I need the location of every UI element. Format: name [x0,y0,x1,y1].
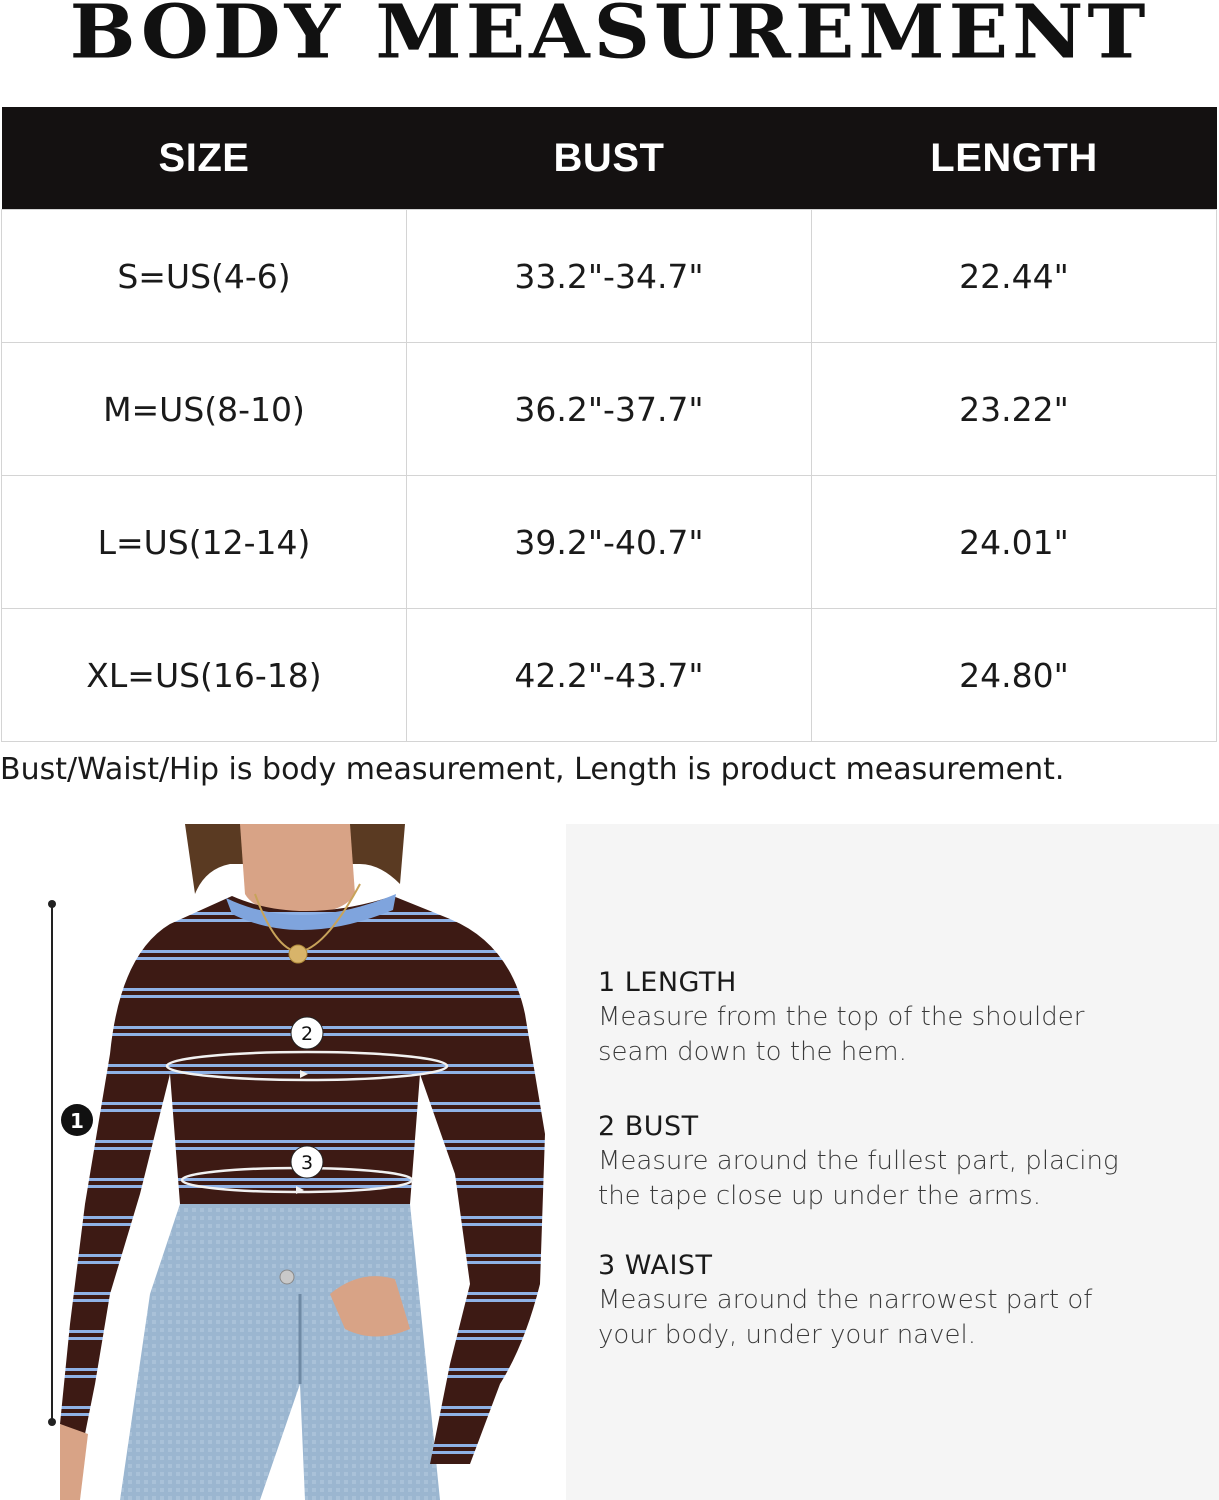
marker-1-label: 1 [70,1109,84,1133]
step-title: 2 BUST [598,1111,699,1142]
model-illustration [0,824,566,1500]
table-row [2,343,1217,476]
marker-2-label: 2 [300,1023,314,1045]
length-cell: 24.80" [812,609,1217,742]
header-bust: BUST [407,107,812,210]
table-row [2,210,1217,343]
bust-cell: 33.2"-34.7" [407,210,812,343]
table-header-row [2,107,1217,210]
bust-cell: 36.2"-37.7" [407,343,812,476]
page-title: BODY MEASUREMENT [69,0,1150,76]
size-cell: M=US(8-10) [2,343,407,476]
step-length [598,966,1198,1070]
step-desc-line: your body, under your navel. [598,1320,976,1350]
step-desc-line: Measure around the fullest part, placing [598,1146,1119,1176]
size-cell: XL=US(16-18) [2,609,407,742]
size-cell: L=US(12-14) [2,476,407,609]
bust-cell: 42.2"-43.7" [407,609,812,742]
length-cell: 24.01" [812,476,1217,609]
step-title: 1 LENGTH [598,967,737,998]
jeans-shape [120,1204,440,1500]
step-desc-line: seam down to the hem. [598,1037,907,1067]
length-cell: 22.44" [812,210,1217,343]
step-title: 3 WAIST [598,1250,713,1281]
length-cell: 23.22" [812,343,1217,476]
size-cell: S=US(4-6) [2,210,407,343]
measurement-note: Bust/Waist/Hip is body measurement, Length is product measurement. [0,752,1065,787]
model-photo [0,824,566,1500]
header-length: LENGTH [812,107,1217,210]
header-size: SIZE [2,107,407,210]
marker-3-label: 3 [300,1152,314,1174]
table-row [2,609,1217,742]
bust-cell: 39.2"-40.7" [407,476,812,609]
step-desc-line: the tape close up under the arms. [598,1181,1041,1211]
size-chart-table [1,107,1217,742]
step-waist [598,1249,1198,1353]
step-desc-line: Measure around the narrowest part of [598,1285,1093,1315]
step-desc-line: Measure from the top of the shoulder [598,1002,1085,1032]
table-row [2,476,1217,609]
step-bust [598,1110,1198,1214]
pendant-icon [289,945,307,963]
